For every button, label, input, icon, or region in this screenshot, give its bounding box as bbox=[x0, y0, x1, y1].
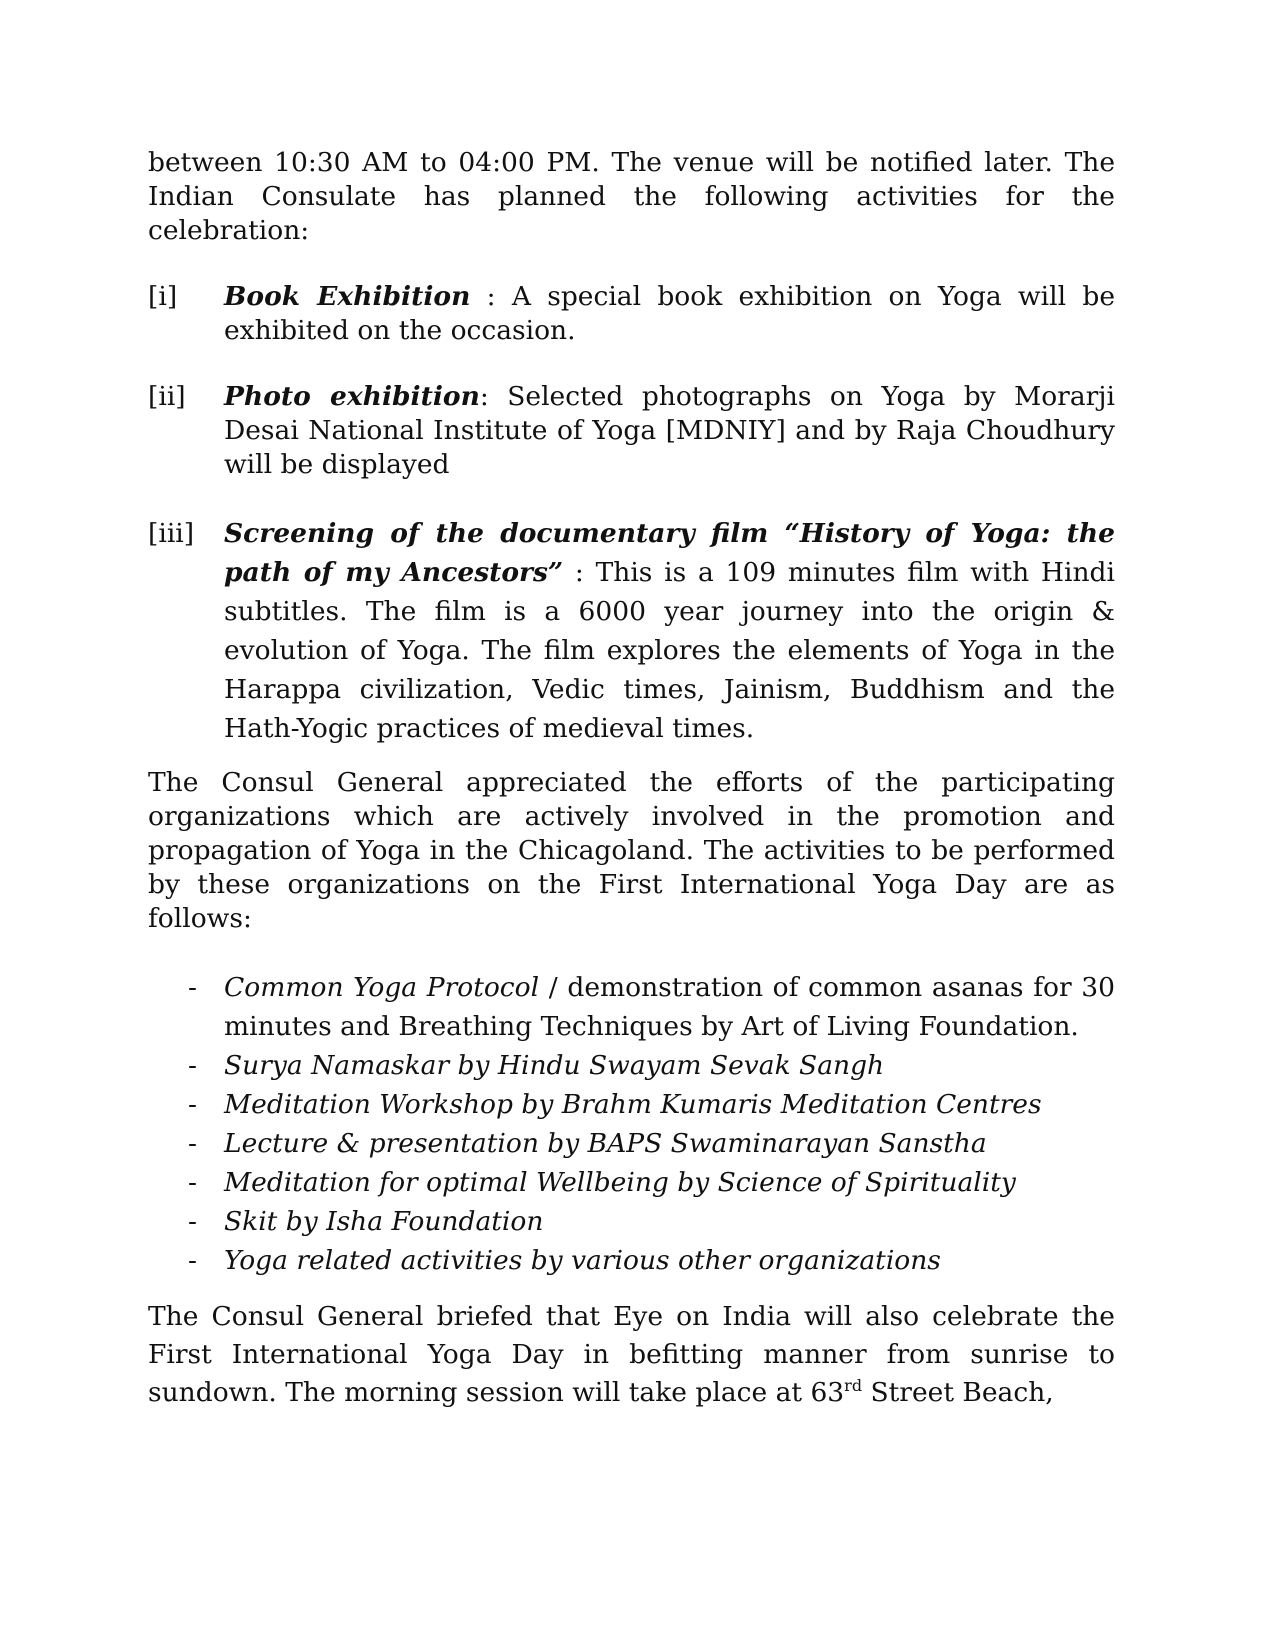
list-dash: - bbox=[188, 972, 197, 1003]
activity-item-book-exhibition bbox=[148, 280, 1115, 348]
list-item-text: Surya Namaskar by Hindu Swayam Sevak Sangh bbox=[224, 1050, 885, 1081]
activity-marker: [i] bbox=[148, 281, 178, 312]
list-item-italic: Common Yoga Protocol bbox=[224, 972, 540, 1003]
activity-title: Photo exhibition bbox=[224, 381, 480, 412]
list-item-text: Yoga related activities by various other organizations bbox=[224, 1245, 941, 1276]
list-item bbox=[148, 1202, 1115, 1241]
list-item bbox=[148, 968, 1115, 1046]
ordinal-suffix: rd bbox=[844, 1376, 863, 1396]
activity-item-film-screening bbox=[148, 514, 1115, 748]
document-page bbox=[148, 146, 1115, 1412]
list-item bbox=[148, 1085, 1115, 1124]
list-item bbox=[148, 1241, 1115, 1280]
intro-paragraph: between 10:30 AM to 04:00 PM. The venue will be notified later. The Indian Consulate has planned the following activities for the celebration: bbox=[148, 147, 1115, 246]
list-item bbox=[148, 1046, 1115, 1085]
activity-separator: : bbox=[479, 381, 508, 412]
consul-paragraph: The Consul General appreciated the efforts of the participating organizations which are actively involved in the promotion and propagation of Yoga in the Chicagoland. The activities to be performed by these organizations on the First International Yoga Day are as follows: bbox=[148, 767, 1115, 934]
list-dash: - bbox=[188, 1089, 197, 1120]
activity-title: Book Exhibition bbox=[224, 281, 471, 312]
list-dash: - bbox=[188, 1245, 197, 1276]
activity-item-photo-exhibition bbox=[148, 380, 1115, 482]
activity-title: Screening of the documentary film “History of Yoga: the path of my Ancestors” bbox=[224, 518, 1115, 588]
closing-text-end: Street Beach, bbox=[862, 1377, 1054, 1408]
list-item-text: Lecture & presentation by BAPS Swaminarayan Sanstha bbox=[224, 1128, 987, 1159]
activity-separator: : bbox=[470, 281, 512, 312]
list-dash: - bbox=[188, 1167, 197, 1198]
list-dash: - bbox=[188, 1050, 197, 1081]
activity-text: A special book exhibition on Yoga will be exhibited on the occasion. bbox=[224, 281, 1116, 346]
activity-marker: [ii] bbox=[148, 381, 186, 412]
list-item-text: / demonstration of common asanas for 30 minutes and Breathing Techniques by Art of Living Foundation. bbox=[224, 972, 1116, 1042]
activity-separator: : bbox=[563, 557, 596, 588]
activity-text: This is a 109 minutes film with Hindi subtitles. The film is a 6000 year journey into the origin & evolution of Yoga. The film explores the elements of Yoga in the Harappa civilization, Vedic times, Jainism, Buddhism and the Hath-Yogic practices of medieval times. bbox=[224, 557, 1115, 744]
list-item bbox=[148, 1163, 1115, 1202]
list-dash: - bbox=[188, 1128, 197, 1159]
organization-activity-list bbox=[148, 968, 1115, 1280]
closing-text: The Consul General briefed that Eye on India will also celebrate the First International Yoga Day in befitting manner from sunrise to sundown. The morning session will take place at 63 bbox=[148, 1301, 1115, 1408]
list-dash: - bbox=[188, 1206, 197, 1237]
list-item-text: Skit by Isha Foundation bbox=[224, 1206, 544, 1237]
activity-marker: [iii] bbox=[148, 518, 195, 549]
closing-paragraph bbox=[148, 1298, 1115, 1412]
activity-text: Selected photographs on Yoga by Morarji Desai National Institute of Yoga [MDNIY] and by Raja Choudhury will be displayed bbox=[224, 381, 1115, 480]
list-item-text: Meditation Workshop by Brahm Kumaris Meditation Centres bbox=[224, 1089, 1042, 1120]
list-item-text: Meditation for optimal Wellbeing by Science of Spirituality bbox=[224, 1167, 1016, 1198]
list-item bbox=[148, 1124, 1115, 1163]
